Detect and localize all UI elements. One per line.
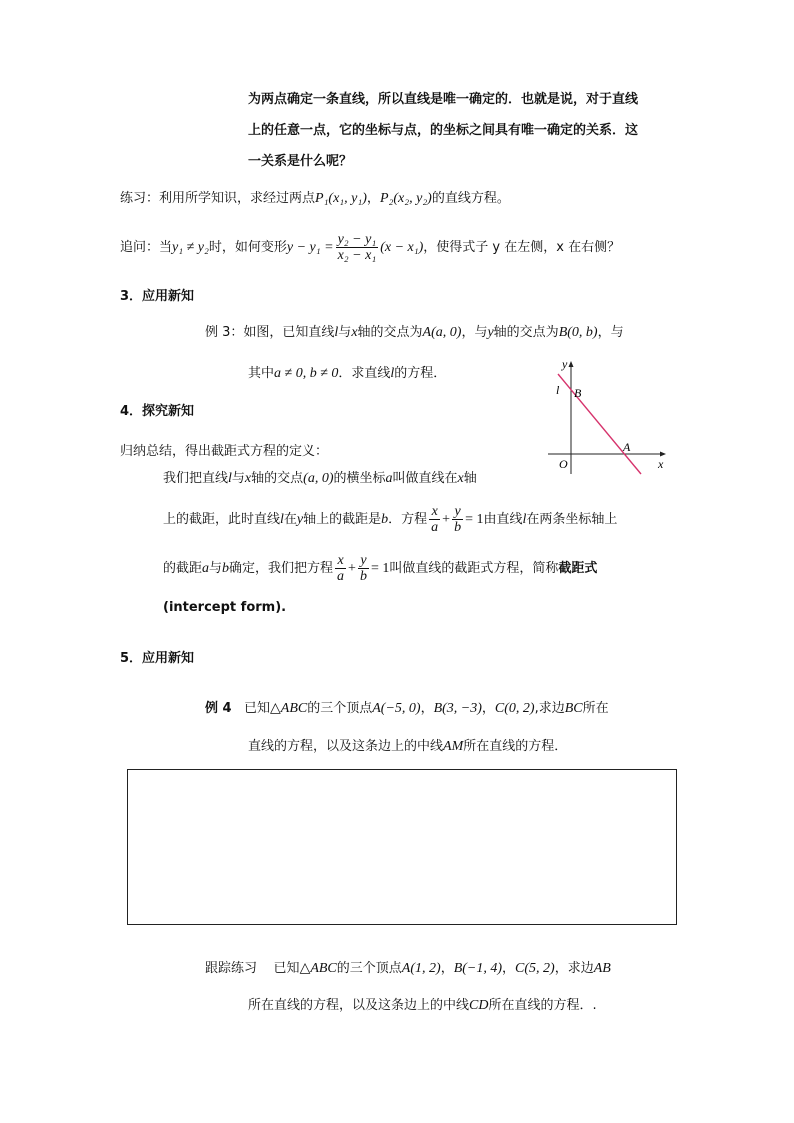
def-text-p: 叫做直线的截距式方程，简称	[389, 561, 559, 576]
followup-lead: 追问：当	[120, 240, 173, 255]
point-b-label: B	[574, 386, 582, 400]
equals-one: = 1	[370, 561, 390, 576]
slope-denominator: x₂ − x₁	[337, 248, 377, 263]
intro-line-1: 为两点确定一条直线，所以直线是唯一确定的．也就是说，对于直线	[248, 92, 639, 107]
y-axis-label: y	[562, 357, 568, 371]
slope-fraction	[336, 232, 379, 263]
point-a-a0: A(a, 0)	[422, 325, 462, 340]
side-bc: BC	[564, 701, 583, 716]
vertex-a: A(1, 2)	[401, 961, 441, 976]
def-text-i: 轴上的截距是	[303, 512, 382, 527]
ex4-text-d: 所在	[582, 701, 609, 716]
y-axis-arrow	[569, 361, 574, 367]
def-text-h: 在	[283, 512, 297, 527]
tracking-line-2	[248, 996, 597, 1016]
track-text-c: ，求边	[554, 961, 594, 976]
frac-den-b: b	[454, 520, 462, 535]
frac-num-y: y	[358, 553, 369, 569]
line-l: l	[390, 366, 395, 381]
var-y: y	[296, 512, 304, 527]
def-text-o: 确定，我们把方程	[229, 561, 334, 576]
answer-box	[127, 769, 677, 925]
var-x: x	[351, 325, 358, 340]
two-point-lhs: y − y₁ =	[286, 240, 334, 255]
origin-label: O	[559, 457, 568, 471]
fraction-y-b	[358, 553, 369, 584]
tracking-label: 跟踪练习	[205, 961, 258, 976]
fraction-x-a	[335, 553, 346, 584]
def-text-g: 上的截距，此时直线	[163, 512, 281, 527]
median-cd: CD	[469, 998, 489, 1013]
cond-y1-ne-y2: y₁ ≠ y₂	[172, 240, 209, 255]
triangle-abc: △ABC	[270, 701, 308, 716]
var-y: y	[487, 325, 494, 340]
equals-one: = 1	[465, 512, 484, 527]
frac-den-b: b	[359, 569, 367, 584]
section-5-title: 5．应用新知	[120, 651, 195, 666]
frac-num-y: y	[452, 504, 463, 520]
frac-den-a: a	[431, 520, 439, 535]
def-text-k: 由直线	[483, 512, 523, 527]
ex3-text-f: 其中	[248, 366, 275, 381]
side-ab: AB	[593, 961, 611, 976]
followup-line	[120, 230, 620, 266]
tracking-line-1	[205, 959, 611, 979]
ex4-text-b: 的三个顶点	[307, 701, 373, 716]
def-text-j: ．方程	[388, 512, 428, 527]
track-text-a: 已知	[273, 961, 300, 976]
exercise-line	[120, 189, 510, 209]
definition-line-3: 的截距a与b确定，我们把方程 $\frac{x}{a}$ + $\frac{y}{b}$ = 1叫做直线的截距式方程，简称截距式	[163, 553, 598, 584]
point-b-0b: B(0, b)	[558, 325, 598, 340]
exercise-lead: 练习：利用所学知识，求经过两点	[120, 191, 316, 206]
line-l: l	[522, 512, 527, 527]
coordinate-figure	[548, 352, 673, 477]
line-l: l	[280, 512, 284, 527]
vertex-c: C(5, 2)	[515, 961, 555, 976]
vertex-b: B(−1, 4)	[453, 961, 503, 976]
vertex-b: B(3, −3)	[433, 701, 482, 716]
frac-num-x: x	[429, 504, 440, 520]
track-text-d: 所在直线的方程，以及这条边上的中线	[248, 998, 470, 1013]
section-4-title: 4．探究新知	[120, 404, 195, 419]
definition-line-2: 上的截距，此时直线l在y轴上的截距是b．方程 $\frac{x}{a}$ + $\frac{y}{b}$ = 1由直线l在两条坐标轴上	[163, 504, 618, 535]
fraction-x-a	[429, 504, 440, 535]
frac-den-a: a	[337, 569, 345, 584]
summary-line: 归纳总结，得出截距式方程的定义：	[120, 444, 329, 459]
ex3-text-b: 与	[338, 325, 352, 340]
point-p2: P₂(x₂, y₂)	[379, 191, 432, 206]
track-text-b: 的三个顶点	[336, 961, 402, 976]
var-a: a	[202, 561, 210, 576]
def-text-a: 我们把直线	[163, 471, 229, 486]
triangle-abc: △ABC	[299, 961, 337, 976]
example-4-label: 例 4	[205, 701, 232, 716]
ex3-text-comma: ，与	[597, 325, 624, 340]
point-a-label: A	[623, 440, 631, 454]
vertex-c: C(0, 2)	[494, 701, 535, 716]
followup-tail: ，使得式子 y 在左侧，x 在右侧？	[423, 240, 621, 255]
intro-line-3: 一关系是什么呢？	[248, 154, 353, 169]
definition-line-1	[163, 469, 477, 489]
var-x: x	[244, 471, 252, 486]
def-text-l: 在两条坐标轴上	[526, 512, 618, 527]
fraction-y-b	[452, 504, 463, 535]
example-4-line-2	[248, 737, 567, 757]
example-4-line-1	[205, 699, 609, 719]
point-p1: P₁(x₁, y₁)	[315, 191, 367, 206]
ex4-comma: ，	[420, 701, 434, 716]
ex4-text-a: 已知	[243, 701, 270, 716]
x-axis-label: x	[658, 457, 664, 471]
track-comma: ，	[440, 961, 454, 976]
line-label: l	[556, 383, 560, 397]
var-b: b	[222, 561, 230, 576]
ex3-text-h: 的方程．	[394, 366, 447, 381]
ex4-text-f: 所在直线的方程．	[463, 739, 568, 754]
ex4-text-e: 直线的方程，以及这条边上的中线	[248, 739, 444, 754]
track-comma: ，	[502, 961, 516, 976]
exercise-tail: 的直线方程。	[431, 191, 510, 206]
vertex-a: A(−5, 0)	[372, 701, 421, 716]
def-text-m: 的截距	[163, 561, 203, 576]
line-l-graph	[558, 374, 641, 474]
line-l: l	[334, 325, 339, 340]
var-a: a	[385, 471, 393, 486]
def-text-e: 叫做直线在	[392, 471, 458, 486]
ex3-text-a: 例 3：如图，已知直线	[205, 325, 335, 340]
definition-line-4: (intercept form).	[163, 600, 287, 615]
ex4-text-c: ,求边	[534, 701, 565, 716]
point-a0: (a, 0)	[303, 471, 334, 486]
intro-line-2: 上的任意一点，它的坐标与点，的坐标之间具有唯一确定的关系．这	[248, 123, 639, 138]
line-l: l	[228, 471, 232, 486]
ex4-comma: ，	[481, 701, 495, 716]
var-x: x	[457, 471, 464, 486]
ex3-text-g: ．求直线	[338, 366, 391, 381]
ex3-text-e: 轴的交点为	[493, 325, 559, 340]
exercise-sep: ，	[366, 191, 380, 206]
term-intercept-form: 截距式	[558, 561, 598, 576]
slope-numerator: y₂ − y₁	[337, 232, 377, 247]
def-text-c: 轴的交点	[251, 471, 304, 486]
track-text-e: 所在直线的方程．.	[488, 998, 597, 1013]
section-3-title: 3．应用新知	[120, 289, 195, 304]
example-3-line-2	[248, 364, 446, 384]
def-text-b: 与	[231, 471, 245, 486]
def-text-d: 的横坐标	[333, 471, 386, 486]
def-text-n: 与	[209, 561, 223, 576]
cond-a-b-nonzero: a ≠ 0, b ≠ 0	[274, 366, 339, 381]
followup-mid: 时，如何变形	[208, 240, 287, 255]
ex3-text-c: 轴的交点为	[357, 325, 423, 340]
def-text-f: 轴	[463, 471, 477, 486]
median-am: AM	[443, 739, 464, 754]
ex3-text-d: ，与	[461, 325, 488, 340]
example-3-line-1	[205, 323, 624, 343]
var-b: b	[381, 512, 389, 527]
two-point-rhs: (x − x₁)	[380, 240, 424, 255]
frac-num-x: x	[335, 553, 346, 569]
x-axis-arrow	[660, 452, 666, 457]
